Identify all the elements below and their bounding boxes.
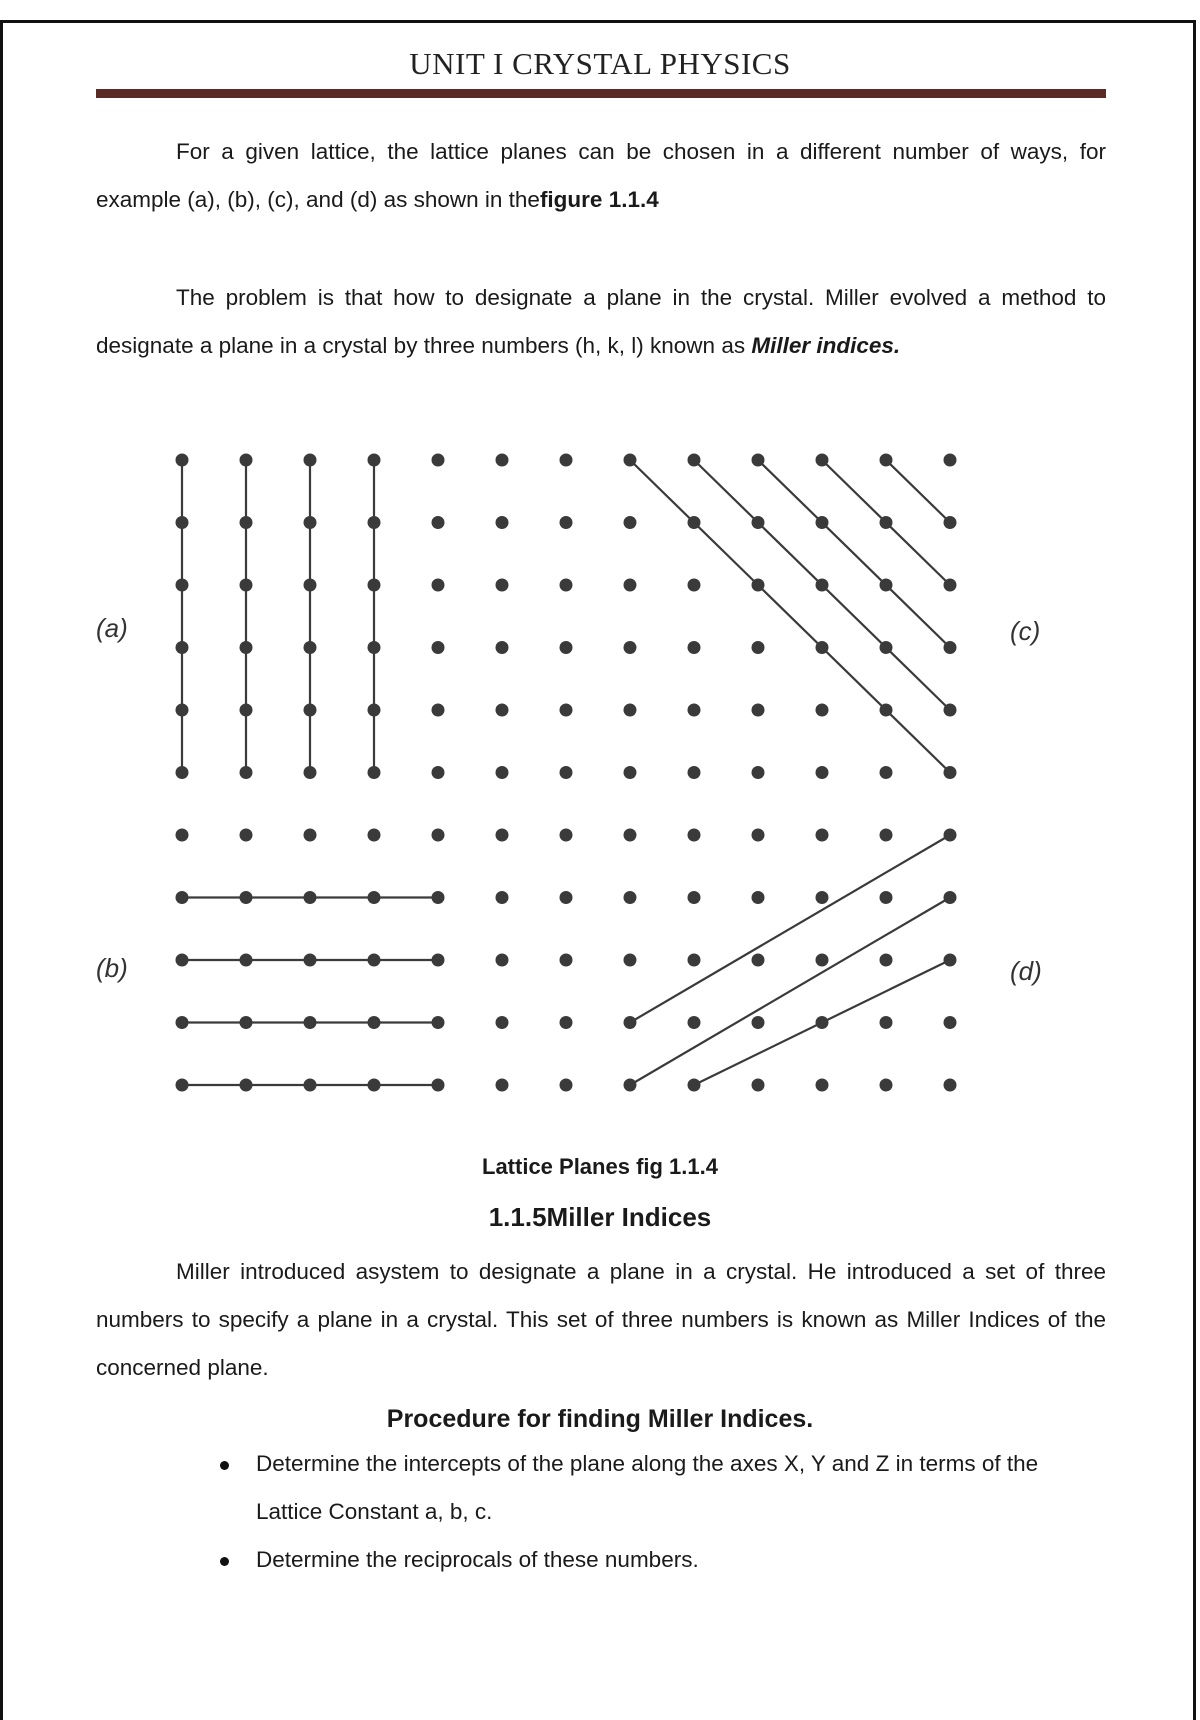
lattice-point	[496, 516, 509, 529]
lattice-point	[752, 704, 765, 717]
lattice-point	[880, 829, 893, 842]
figure-label-b: (b)	[96, 953, 128, 983]
lattice-point	[432, 891, 445, 904]
problem-paragraph	[96, 274, 1106, 370]
lattice-point	[560, 516, 573, 529]
lattice-point	[880, 1079, 893, 1092]
lattice-point	[624, 1016, 637, 1029]
lattice-point	[240, 954, 253, 967]
header-rule	[96, 89, 1106, 98]
lattice-point	[560, 454, 573, 467]
figure-caption: Lattice Planes fig 1.1.4	[482, 1154, 718, 1179]
lattice-point	[752, 579, 765, 592]
lattice-point	[944, 1016, 957, 1029]
lattice-point	[496, 829, 509, 842]
lattice-point	[816, 766, 829, 779]
lattice-point	[688, 454, 701, 467]
lattice-point	[432, 454, 445, 467]
figure-label-a: (a)	[96, 613, 128, 643]
miller-paragraph	[96, 1248, 1106, 1392]
lattice-point	[944, 1079, 957, 1092]
problem-text: The problem is that how to designate a plane in the crystal. Miller evolved a method to designate a plane in a crystal by three numbers (h, k, l) known as	[96, 285, 1106, 358]
lattice-point	[368, 954, 381, 967]
lattice-point	[368, 766, 381, 779]
lattice-point	[688, 704, 701, 717]
lattice-point	[304, 954, 317, 967]
section-heading: 1.1.5Miller Indices	[488, 1202, 712, 1232]
intro-paragraph	[96, 128, 1106, 224]
lattice-point	[752, 1016, 765, 1029]
lattice-point	[944, 766, 957, 779]
lattice-point	[688, 954, 701, 967]
lattice-point	[944, 891, 957, 904]
lattice-point	[688, 1016, 701, 1029]
lattice-point	[816, 891, 829, 904]
lattice-point	[816, 954, 829, 967]
figure-label-d: (d)	[1010, 956, 1042, 986]
intro-text: For a given lattice, the lattice planes can be chosen in a different number of ways, for example (a), (b), (c), and (d) as shown in the	[96, 139, 1106, 212]
lattice-point	[560, 766, 573, 779]
lattice-point	[944, 704, 957, 717]
lattice-point	[752, 766, 765, 779]
lattice-point	[432, 704, 445, 717]
lattice-point	[176, 1016, 189, 1029]
lattice-point	[496, 579, 509, 592]
lattice-point	[944, 454, 957, 467]
lattice-point	[176, 891, 189, 904]
lattice-point	[688, 516, 701, 529]
lattice-point	[304, 891, 317, 904]
lattice-point	[880, 954, 893, 967]
lattice-point	[496, 704, 509, 717]
lattice-point	[624, 516, 637, 529]
lattice-point	[752, 891, 765, 904]
lattice-point	[944, 579, 957, 592]
lattice-point	[944, 641, 957, 654]
lattice-point	[880, 454, 893, 467]
lattice-point	[560, 579, 573, 592]
lattice-point	[240, 454, 253, 467]
lattice-point	[176, 704, 189, 717]
lattice-point	[240, 1016, 253, 1029]
lattice-point	[688, 829, 701, 842]
lattice-point	[368, 1016, 381, 1029]
lattice-point	[176, 454, 189, 467]
lattice-point	[816, 579, 829, 592]
lattice-point	[880, 579, 893, 592]
lattice-point	[624, 1079, 637, 1092]
lattice-point	[176, 1079, 189, 1092]
miller-text: Miller introduced asystem to designate a plane in a crystal. He introduced a set of three numbers to specify a plane in a crystal. This set of three numbers is known as Miller Indices of the concerned plane.	[96, 1259, 1106, 1380]
lattice-point	[240, 579, 253, 592]
lattice-point	[176, 579, 189, 592]
lattice-point	[816, 454, 829, 467]
lattice-point	[560, 641, 573, 654]
lattice-point	[880, 1016, 893, 1029]
lattice-point	[304, 766, 317, 779]
bullet-icon	[220, 1461, 229, 1470]
lattice-point	[816, 641, 829, 654]
lattice-point	[752, 516, 765, 529]
lattice-point	[304, 454, 317, 467]
lattice-point	[432, 579, 445, 592]
plane-line-c	[886, 460, 950, 523]
lattice-point	[368, 454, 381, 467]
lattice-point	[752, 1079, 765, 1092]
lattice-point	[240, 516, 253, 529]
lattice-point	[304, 516, 317, 529]
lattice-point	[624, 954, 637, 967]
lattice-point	[752, 641, 765, 654]
lattice-point	[176, 829, 189, 842]
lattice-point	[304, 1079, 317, 1092]
lattice-point	[560, 1016, 573, 1029]
lattice-point	[688, 891, 701, 904]
lattice-point	[496, 766, 509, 779]
lattice-point	[240, 829, 253, 842]
lattice-point	[816, 516, 829, 529]
lattice-point	[688, 1079, 701, 1092]
lattice-point	[432, 829, 445, 842]
list-item	[200, 1440, 1105, 1536]
lattice-point	[496, 954, 509, 967]
lattice-point	[496, 454, 509, 467]
list-item	[200, 1536, 1105, 1584]
lattice-point	[944, 829, 957, 842]
lattice-point	[240, 1079, 253, 1092]
lattice-point	[496, 1016, 509, 1029]
lattice-point	[304, 579, 317, 592]
lattice-points	[176, 454, 957, 1092]
plane-line-c	[630, 460, 950, 773]
lattice-point	[624, 829, 637, 842]
lattice-point	[816, 829, 829, 842]
lattice-point	[240, 641, 253, 654]
lattice-point	[816, 1016, 829, 1029]
lattice-point	[560, 704, 573, 717]
lattice-planes-figure	[0, 420, 1200, 1100]
lattice-point	[688, 579, 701, 592]
lattice-point	[432, 1079, 445, 1092]
lattice-point	[432, 1016, 445, 1029]
lattice-point	[560, 829, 573, 842]
lattice-point	[752, 954, 765, 967]
lattice-point	[368, 641, 381, 654]
figure-reference: figure 1.1.4	[539, 187, 659, 212]
lattice-point	[176, 766, 189, 779]
lattice-point	[240, 766, 253, 779]
lattice-point	[560, 1079, 573, 1092]
lattice-point	[752, 829, 765, 842]
lattice-point	[240, 704, 253, 717]
plane-line-d	[630, 898, 950, 1086]
lattice-point	[624, 454, 637, 467]
lattice-point	[368, 1079, 381, 1092]
procedure-step-1: Determine the intercepts of the plane along the axes X, Y and Z in terms of the Lattice Constant a, b, c.	[256, 1451, 1039, 1524]
lattice-point	[304, 704, 317, 717]
lattice-point	[368, 829, 381, 842]
lattice-point	[816, 1079, 829, 1092]
lattice-point	[624, 579, 637, 592]
lattice-point	[880, 516, 893, 529]
lattice-point	[624, 766, 637, 779]
lattice-point	[368, 516, 381, 529]
lattice-point	[624, 704, 637, 717]
lattice-point	[944, 516, 957, 529]
miller-indices-term: Miller indices.	[751, 333, 901, 358]
lattice-point	[880, 891, 893, 904]
procedure-step-2: Determine the reciprocals of these numbers.	[256, 1547, 699, 1572]
lattice-point	[368, 891, 381, 904]
lattice-point	[688, 766, 701, 779]
lattice-point	[304, 641, 317, 654]
procedure-heading: Procedure for finding Miller Indices.	[386, 1405, 814, 1433]
lattice-point	[560, 891, 573, 904]
lattice-point	[496, 641, 509, 654]
lattice-point	[176, 516, 189, 529]
lattice-point	[880, 704, 893, 717]
plane-line-c	[758, 460, 950, 648]
page-header-title: UNIT I CRYSTAL PHYSICS	[409, 46, 791, 81]
figure-label-c: (c)	[1010, 616, 1041, 646]
lattice-point	[240, 891, 253, 904]
lattice-point	[432, 641, 445, 654]
lattice-point	[496, 891, 509, 904]
procedure-steps	[200, 1440, 1105, 1584]
bullet-icon	[220, 1557, 229, 1566]
lattice-point	[816, 704, 829, 717]
lattice-point	[496, 1079, 509, 1092]
lattice-point	[304, 1016, 317, 1029]
lattice-point	[176, 954, 189, 967]
lattice-point	[688, 641, 701, 654]
plane-line-d	[630, 835, 950, 1023]
lattice-point	[368, 704, 381, 717]
lattice-point	[560, 954, 573, 967]
lattice-point	[624, 641, 637, 654]
lattice-point	[432, 766, 445, 779]
lattice-point	[368, 579, 381, 592]
lattice-point	[752, 454, 765, 467]
lattice-point	[432, 954, 445, 967]
lattice-point	[304, 829, 317, 842]
lattice-point	[880, 641, 893, 654]
lattice-point	[624, 891, 637, 904]
lattice-point	[880, 766, 893, 779]
lattice-point	[944, 954, 957, 967]
lattice-point	[176, 641, 189, 654]
lattice-point	[432, 516, 445, 529]
